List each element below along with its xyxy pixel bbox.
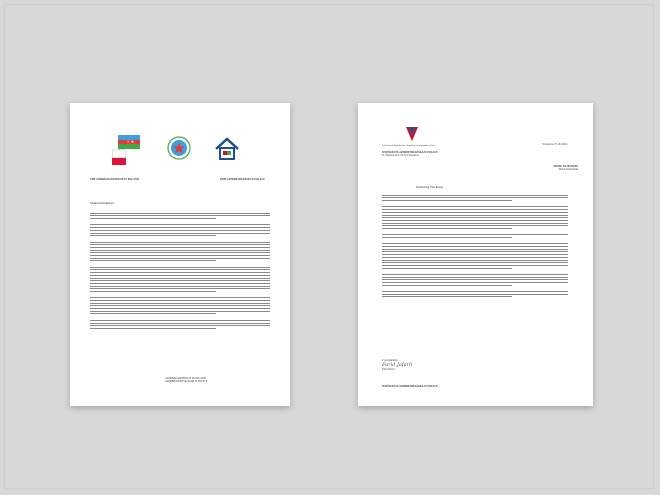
footer-org: WSPÓLNOTA AZERBEJDŻAŃSKA W POLSCE [382, 385, 438, 388]
paragraph-2 [90, 224, 270, 236]
paragraph-6 [90, 320, 270, 329]
signature-line-2: AZERBEJDŻAŃSKI DOM W POLSCE [165, 380, 208, 384]
paragraph-6 [382, 291, 568, 297]
addressee-block [518, 165, 578, 172]
paragraph-4 [382, 243, 568, 268]
paragraph-1 [90, 213, 270, 219]
letter-right [358, 103, 593, 406]
chamber-logo-icon [382, 125, 442, 145]
paragraph-4 [90, 267, 270, 292]
sender-address: ul. Żurawia 24/3, 00-515 Warszawa [382, 154, 420, 158]
azerbaijan-flag-icon: ☾★ [118, 135, 140, 149]
place-date: Warszawa, 07.10.2020 r. [542, 143, 568, 146]
sender-block [382, 151, 492, 158]
house-logo-icon [214, 137, 240, 161]
letter-body [90, 211, 270, 331]
org-name-polish: DOM AZERBEJDŻAŃSKI W POLSCE [220, 178, 265, 181]
paragraph-5 [90, 297, 270, 314]
letter-greeting: Szanowny Pan Poseł, [416, 185, 444, 189]
logo-caption: Polsko-Azerbejdżańska Izba / Wspólnota Azerbejdżańska w Polsce [382, 145, 436, 147]
addressee-title: POSEŁ NA SEJM RP [553, 165, 578, 168]
closing: Z poważaniem, [382, 359, 398, 362]
paragraph-3 [90, 242, 270, 262]
signature-block [382, 359, 482, 372]
handwritten-signature: Farid Jafarli [382, 362, 413, 369]
letter-body [382, 193, 568, 299]
letter-greeting: Szanowni Państwo [90, 201, 115, 205]
org-name-english: THE AZERBAIJANI HOUSE IN POLAND [90, 178, 139, 181]
paragraph-1 [382, 195, 568, 201]
signature-line-1: AZERBAIJANI HOUSE IN POLAND [165, 377, 206, 380]
paragraph-5 [382, 274, 568, 286]
sender-name: WSPÓLNOTA AZERBEJDŻAŃSKA W POLSCE [382, 151, 438, 154]
addressee-name: Marek Kuchciński [558, 168, 578, 172]
emblem-icon [166, 135, 192, 161]
paragraph-3 [382, 234, 568, 238]
signer-name: Farid Jafarli [382, 368, 395, 372]
signature-block [165, 377, 265, 384]
poland-flag-icon [112, 149, 126, 163]
paragraph-2 [382, 206, 568, 229]
letterhead-logos [70, 133, 290, 183]
letter-left [70, 103, 290, 406]
